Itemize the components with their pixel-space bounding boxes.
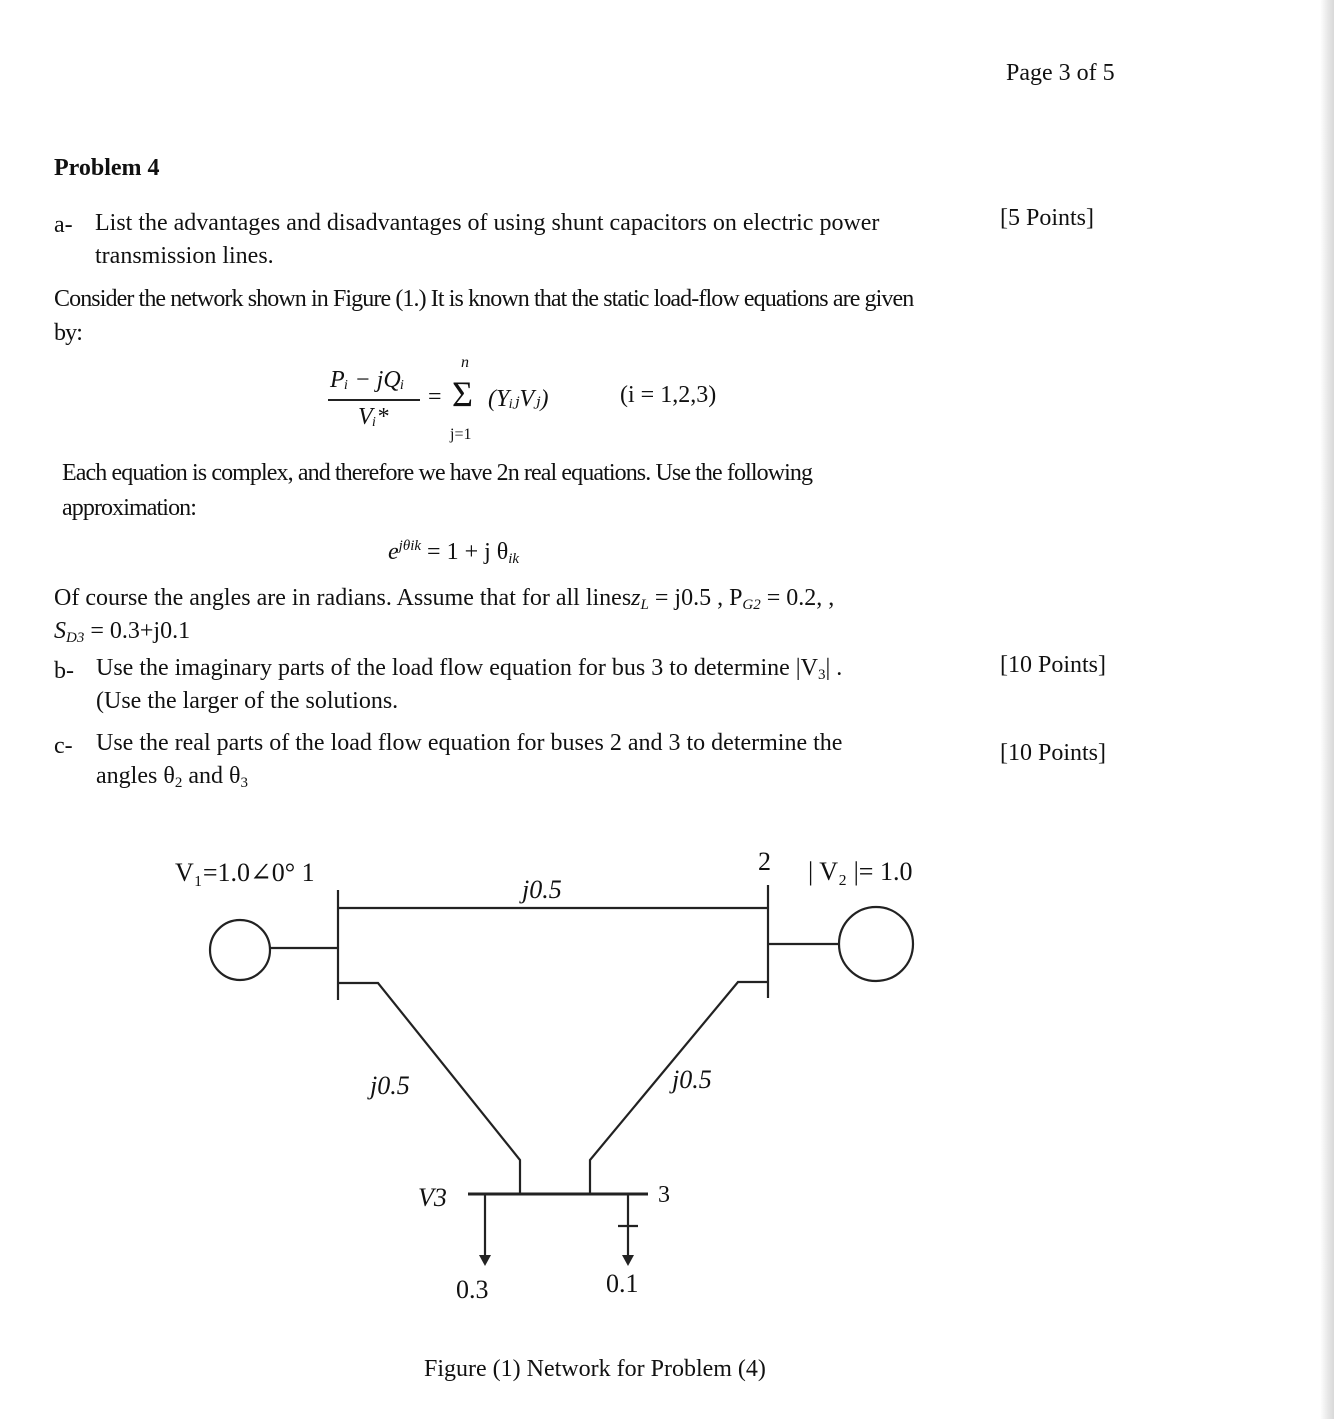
bus3-voltage-label: V3	[418, 1183, 447, 1212]
part-b-v3-sub: 3	[817, 667, 826, 683]
part-c-line2	[96, 763, 248, 792]
bus2-number: 2	[758, 847, 771, 876]
part-b-line1-end: | .	[825, 655, 843, 681]
theta3-symbol: and θ	[182, 763, 241, 789]
pg2-sub: G2	[742, 597, 761, 613]
sum-upper-limit: n	[461, 354, 469, 371]
line-1-2-impedance: j0.5	[522, 875, 562, 904]
part-b-points: [10 Points]	[1000, 652, 1107, 678]
part-b-line1-text: Use the imaginary parts of the load flow equation for bus 3 to determine |V	[96, 655, 818, 681]
assumption-line2	[54, 618, 190, 647]
pg2-symbol: = j0.5 , P	[648, 585, 743, 611]
equation-condition: (i = 1,2,3)	[620, 382, 717, 408]
bus2-label: | V₂ |= 1.0	[808, 857, 913, 886]
bus1-label: V₁=1.0∠0° 1	[175, 858, 315, 887]
pg2-value: = 0.2, ,	[760, 585, 835, 611]
figure-caption: Figure (1) Network for Problem (4)	[424, 1356, 766, 1382]
equation-equals: =	[428, 384, 442, 410]
intro-line1: Consider the network shown in Figure (1.) It is known that the static load-flow equations are given	[54, 286, 914, 312]
approx-text-line2: approximation:	[62, 495, 197, 521]
sum-symbol: Σ	[452, 374, 473, 414]
page-number: Page 3 of 5	[1006, 60, 1115, 86]
fraction-bar	[328, 399, 420, 401]
load-q-arrow-icon	[622, 1255, 634, 1266]
approx-rhs-sub: ik	[508, 551, 520, 567]
sd3-value: = 0.3+j0.1	[84, 618, 191, 644]
part-b-marker: b-	[54, 658, 74, 684]
network-diagram	[0, 830, 1334, 1410]
approx-text-line1: Each equation is complex, and therefore we have 2n real equations. Use the following	[62, 460, 813, 486]
assumption-line1	[54, 585, 834, 614]
assumption-text: Of course the angles are in radians. Assume that for all lines	[54, 585, 632, 611]
part-c-points: [10 Points]	[1000, 740, 1107, 766]
approx-lhs: e	[388, 539, 399, 565]
part-a-line2: transmission lines.	[95, 243, 274, 269]
generator-2-icon	[839, 907, 913, 981]
bus3-number: 3	[658, 1182, 670, 1208]
generator-1-icon	[210, 920, 270, 980]
load-p-arrow-icon	[479, 1255, 491, 1266]
line-2-3-impedance: j0.5	[672, 1065, 712, 1094]
line-1-3	[338, 983, 520, 1194]
load-q-value: 0.1	[606, 1269, 639, 1298]
zl-sub: L	[640, 597, 649, 613]
part-c-marker: c-	[54, 733, 73, 759]
sd3-symbol: S	[54, 618, 66, 644]
load-p-value: 0.3	[456, 1275, 489, 1304]
problem-title: Problem 4	[54, 155, 160, 181]
intro-line2: by:	[54, 320, 82, 346]
theta3-sub: 3	[240, 775, 248, 791]
line-1-3-impedance: j0.5	[370, 1071, 410, 1100]
sd3-sub: D3	[66, 630, 85, 646]
part-a-line1: List the advantages and disadvantages of using shunt capacitors on electric power	[95, 210, 880, 236]
equation-denominator: Vᵢ*	[358, 404, 389, 430]
part-a-points: [5 Points]	[1000, 205, 1095, 231]
part-b-line2: (Use the larger of the solutions.	[96, 688, 399, 714]
approx-rhs: = 1 + j θ	[427, 539, 509, 565]
equation-numerator: Pᵢ − jQᵢ	[330, 367, 405, 393]
approx-equation	[388, 538, 519, 568]
sum-lower-limit: j=1	[450, 426, 472, 443]
approx-exponent: jθik	[398, 538, 422, 554]
part-b-line1	[96, 655, 842, 684]
zl-symbol: z	[631, 585, 641, 611]
part-a-marker: a-	[54, 212, 73, 238]
theta2-symbol: angles θ	[96, 763, 175, 789]
sum-term: (YᵢⱼVⱼ)	[488, 386, 549, 412]
part-c-line1: Use the real parts of the load flow equation for buses 2 and 3 to determine the	[96, 730, 843, 756]
theta2-sub: 2	[174, 775, 183, 791]
